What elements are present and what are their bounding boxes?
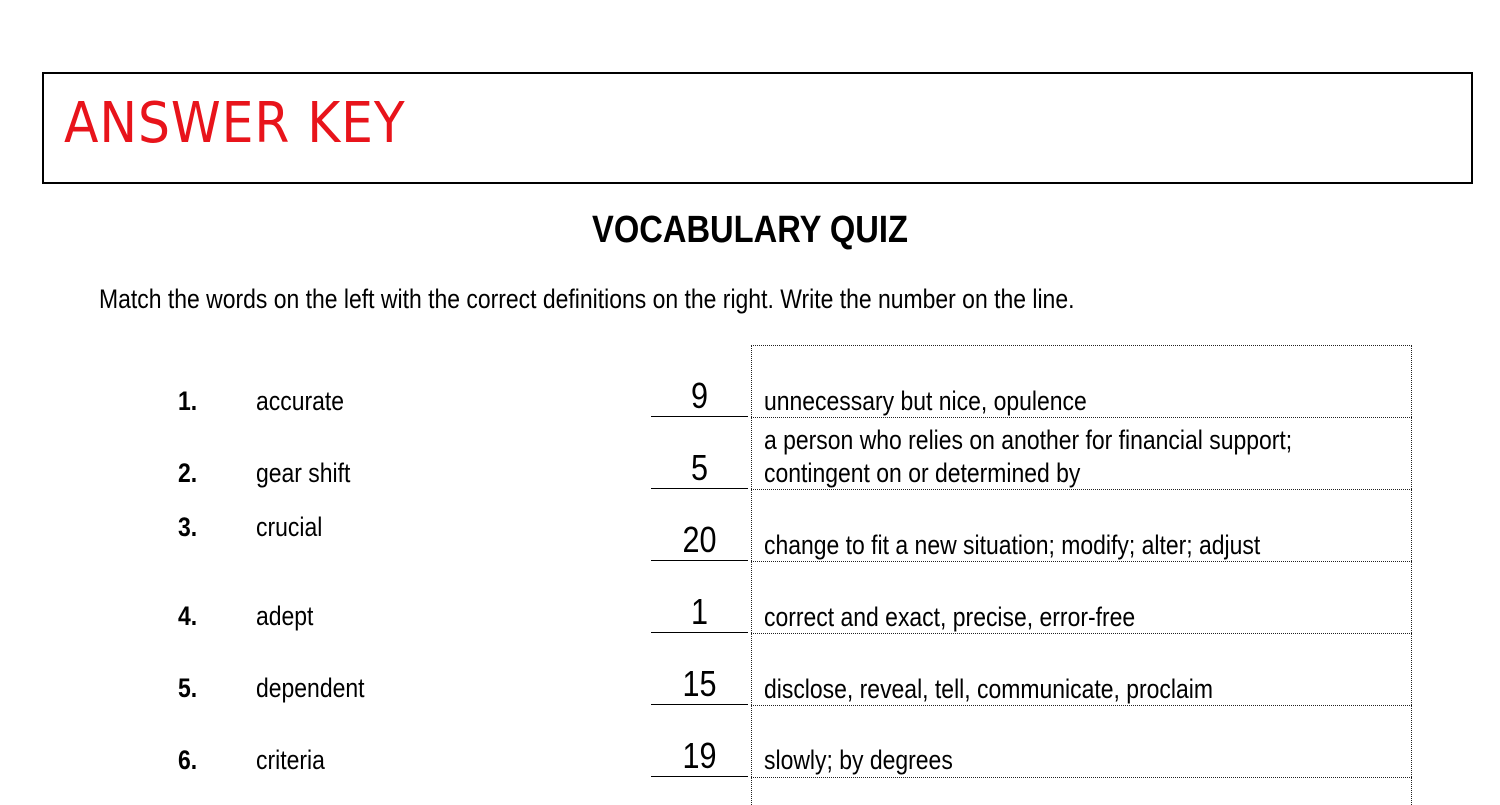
quiz-title: VOCABULARY QUIZ [592, 209, 908, 251]
answer-blank-line [651, 488, 748, 489]
word-term: gear shift [256, 458, 351, 488]
answer-value: 1 [690, 591, 709, 632]
answer-value: 19 [682, 735, 717, 776]
definition-text: unnecessary but nice, opulence [764, 386, 1087, 416]
definition-text: a person who relies on another for financial support; [764, 425, 1293, 455]
answer-blank-line [651, 704, 748, 705]
word-term: adept [256, 601, 314, 631]
answer-value: 5 [690, 447, 709, 488]
definitions-row-divider [751, 777, 1412, 778]
word-term: accurate [256, 386, 345, 416]
word-number: 1. [178, 386, 198, 416]
answer-value: 15 [682, 663, 717, 704]
answer-value: 9 [690, 375, 709, 416]
word-number: 3. [178, 512, 198, 542]
answer-blank-line [651, 776, 748, 777]
word-number: 5. [178, 673, 198, 703]
definition-text: disclose, reveal, tell, communicate, proclaim [764, 674, 1213, 704]
answer-blank-line [651, 416, 748, 417]
word-term: dependent [256, 673, 365, 703]
word-number: 2. [178, 458, 198, 488]
quiz-instructions: Match the words on the left with the correct definitions on the right. Write the number on the line. [99, 284, 1075, 314]
word-number: 6. [178, 745, 198, 775]
definition-text: correct and exact, precise, error-free [764, 602, 1136, 632]
definition-text: contingent on or determined by [764, 458, 1081, 488]
answer-blank-line [651, 560, 748, 561]
definition-text: slowly; by degrees [764, 745, 953, 775]
answer-value: 20 [682, 519, 717, 560]
word-term: crucial [256, 512, 323, 542]
word-term: criteria [256, 745, 325, 775]
answer-key-box [42, 72, 1473, 184]
word-number: 4. [178, 601, 198, 631]
answer-blank-line [651, 632, 748, 633]
answer-key-title: ANSWER KEY [64, 91, 406, 156]
definition-text: change to fit a new situation; modify; alter; adjust [764, 530, 1261, 560]
